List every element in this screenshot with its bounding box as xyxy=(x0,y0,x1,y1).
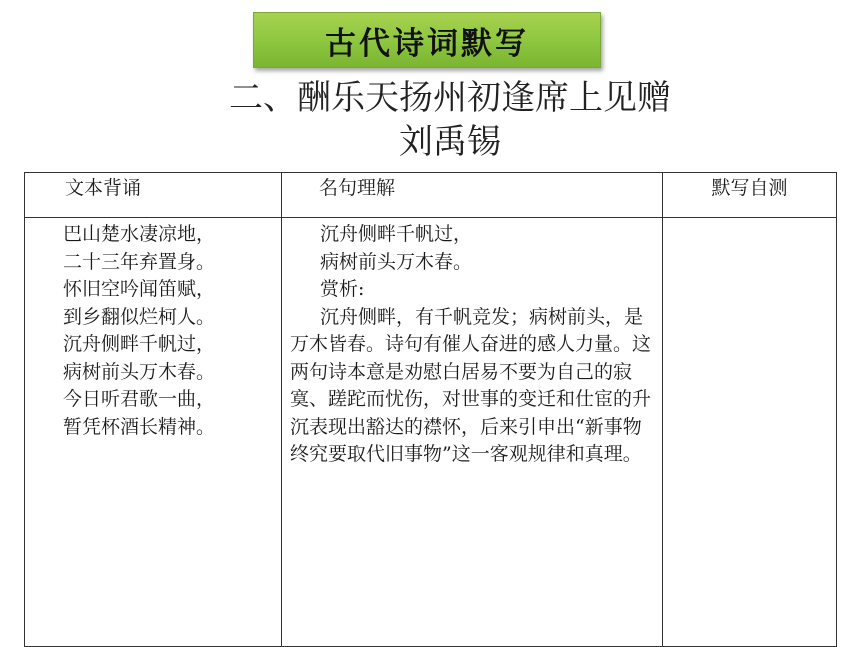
poem-title: 二、酬乐天扬州初逢席上见赠 xyxy=(229,78,671,118)
poem-text-cell xyxy=(25,218,282,647)
famous-line: 病树前头万木春。 xyxy=(320,250,473,273)
poem-line: 暂凭杯酒长精神。 xyxy=(63,415,216,438)
poem-line: 怀旧空吟闻笛赋， xyxy=(63,278,216,300)
poem-line: 二十三年弃置身。 xyxy=(63,250,216,273)
header-self-test: 默写自测 xyxy=(663,173,837,218)
recitation-table xyxy=(24,172,837,647)
self-test-cell[interactable] xyxy=(663,218,837,647)
poem-line: 巴山楚水凄凉地， xyxy=(63,223,216,245)
famous-line: 沉舟侧畔千帆过， xyxy=(320,223,473,245)
poem-author: 刘禹锡 xyxy=(399,122,501,162)
poem-line: 病树前头万木春。 xyxy=(63,360,216,383)
table-body-row xyxy=(25,218,837,647)
banner-label: 古代诗词默写 xyxy=(325,25,529,62)
section-banner xyxy=(253,12,601,68)
header-understanding: 名句理解 xyxy=(282,173,663,218)
understanding-cell xyxy=(282,218,663,647)
header-recitation: 文本背诵 xyxy=(25,173,282,218)
analysis-label: 赏析: xyxy=(320,278,365,300)
analysis-text: 沉舟侧畔，有千帆竞发；病树前头，是万木皆春。诗句有催人奋进的感人力量。这两句诗本意是劝慰白居易不要为自己的寂寞、蹉跎而忧伤，对世事的变迁和仕宦的升沉表现出豁达的襟怀，后来引申出“新事物终究要取代旧事物”这一客观规律和真理。 xyxy=(290,305,652,465)
poem-line: 今日听君歌一曲， xyxy=(63,388,216,410)
poem-line: 沉舟侧畔千帆过， xyxy=(63,333,216,355)
poem-line: 到乡翻似烂柯人。 xyxy=(63,305,216,328)
table-header-row xyxy=(25,173,837,218)
